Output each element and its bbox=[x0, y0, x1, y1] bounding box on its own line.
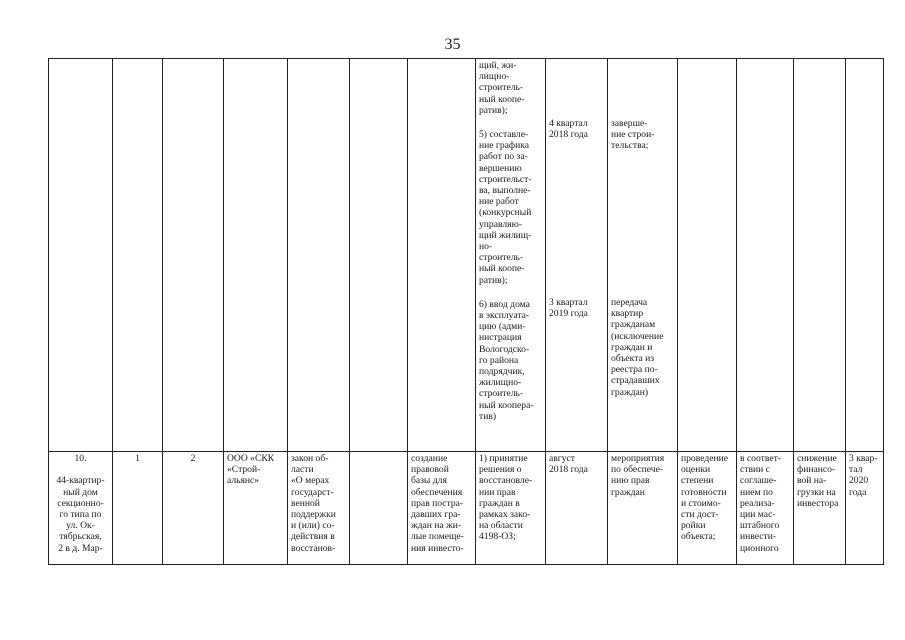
measure-item: щий, жи- лищно- строитель- ный коопе- ратив); bbox=[479, 60, 525, 116]
result-item: передача квартир гражданам (исключение граждан и объекта из реестра по- страдавших граждан) bbox=[611, 297, 664, 398]
deadlines-cell bbox=[546, 59, 608, 452]
deadline-item bbox=[546, 59, 607, 117]
assessment-cell: проведение оценки степени готовности и стоимо- сти дост- ройки объекта; bbox=[678, 452, 737, 565]
empty-cell bbox=[350, 452, 408, 565]
result-cell: мероприятия по обеспече- нию прав граждан bbox=[608, 452, 678, 565]
number-cell: 2 bbox=[163, 452, 224, 565]
deadline-cell: август 2018 года bbox=[546, 452, 608, 565]
measure-item: 6) ввод дома в эксплуата- цию (адми- нистрация Вологодско- го района подрядчик, жилищно- строитель- ный коопера- тив) bbox=[479, 298, 534, 422]
deadline-item: 4 квартал 2018 года bbox=[549, 118, 588, 141]
number-cell: 1 bbox=[113, 452, 163, 565]
page-number: 35 bbox=[444, 36, 461, 53]
measures-cell bbox=[476, 59, 546, 452]
measure-cell: 1) принятие решения о восстановле- нии прав граждан в рамках зако- на области 4198-ОЗ; bbox=[476, 452, 546, 565]
table-row bbox=[49, 59, 884, 452]
law-cell: закон об- ласти «О мерах государст- венной поддержки и (или) со- действия в восстанов- bbox=[288, 452, 350, 565]
result-item: заверше- ние строи- тельства; bbox=[611, 118, 655, 152]
document-table bbox=[48, 58, 884, 565]
goal-cell: создание правовой базы для обеспечения прав постра- давших гра- ждан на жи- лые помеще- ния инвесто- bbox=[408, 452, 476, 565]
term-cell: 3 квар- тал 2020 года bbox=[846, 452, 884, 565]
result-item bbox=[608, 59, 677, 117]
deadline-item: 3 квартал 2019 года bbox=[549, 297, 588, 320]
results-cell bbox=[608, 59, 678, 452]
object-cell: 10. 44-квартир- ный дом секционно- го типа по ул. Ок- тябрьская, 2 в д. Мар- bbox=[49, 452, 113, 565]
developer-cell: ООО «СКК «Строй- альянс» bbox=[224, 452, 288, 565]
agreement-cell: в соответ- ствии с соглаше- нием по реализа- ции мас- штабного инвести- ционного bbox=[737, 452, 794, 565]
table-row bbox=[49, 452, 884, 565]
burden-cell: снижение финансо- вой на- грузки на инвестора bbox=[794, 452, 846, 565]
measure-item: 5) составле- ние графика работ по за- вершению строительст- ва, выполне- ние работ (конкурсный управляю- щий жилищ- но- строитель- ный коопе- ратив); bbox=[479, 129, 532, 286]
